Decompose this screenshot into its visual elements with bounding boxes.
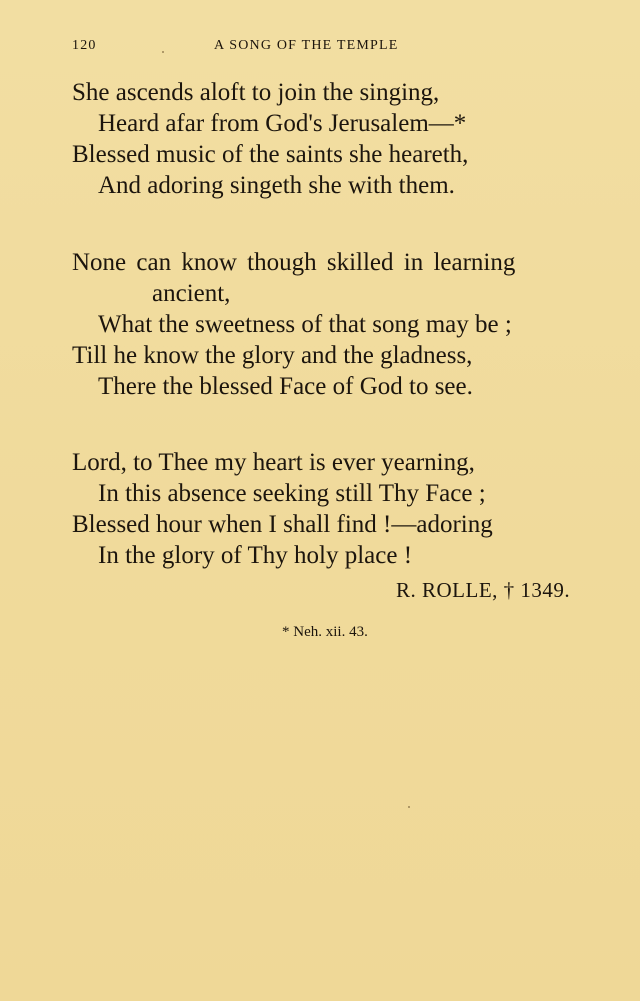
poem-line: There the blessed Face of God to see. [98,373,473,400]
poem-line: None can know though skilled in learning [72,249,516,276]
poem-line: What the sweetness of that song may be ; [98,311,512,338]
poem-line-continuation: ancient, [152,280,231,307]
paper-speck [162,51,164,53]
poem-line: In the glory of Thy holy place ! [98,542,413,569]
poem-line: Lord, to Thee my heart is ever yearning, [72,449,475,476]
poem-line: And adoring singeth she with them. [98,172,455,199]
poem-line: Blessed music of the saints she heareth, [72,141,469,168]
poem-line: In this absence seeking still Thy Face ; [98,480,486,507]
paper-speck [408,806,410,808]
poem-line: Till he know the glory and the gladness, [72,342,473,369]
poem-line: She ascends aloft to join the singing, [72,79,440,106]
attribution: R. ROLLE, † 1349. [396,578,571,602]
running-title: A SONG OF THE TEMPLE [214,38,399,53]
poem-line: Heard afar from God's Jerusalem—* [98,110,467,137]
poem-line: Blessed hour when I shall find !—adoring [72,511,493,538]
footnote: * Neh. xii. 43. [282,624,368,640]
page-number: 120 [72,38,97,53]
running-head [72,38,462,58]
